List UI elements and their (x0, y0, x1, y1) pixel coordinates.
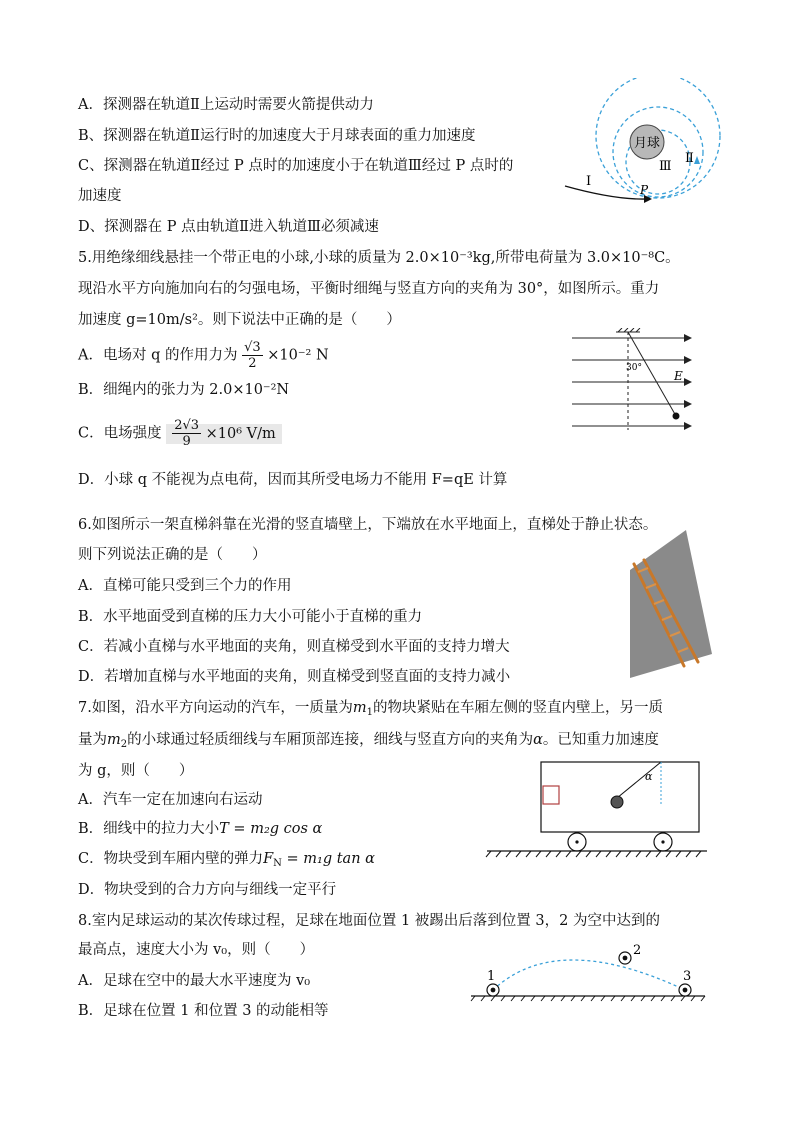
q4-option-a: A．探测器在轨道Ⅱ上运动时需要火箭提供动力 (78, 97, 374, 113)
q8-stem-2: 最高点，速度大小为 v₀，则（ ） (78, 942, 315, 958)
q7-stem-3: 为 g，则（ ） (78, 763, 194, 779)
q5-stem-1: 5.用绝缘细线悬挂一个带正电的小球,小球的质量为 2.0×10⁻³kg,所带电荷量为 3.0×10⁻⁸C。 (78, 250, 680, 266)
q5-option-d: D．小球 q 不能视为点电荷，因而其所受电场力不能用 F=qE 计算 (78, 472, 508, 488)
football-diagram (465, 940, 710, 1006)
q6-stem-1: 6.如图所示一架直梯斜靠在光滑的竖直墙壁上，下端放在水平地面上，直梯处于静止状态。 (78, 517, 658, 533)
q5-stem-2: 现沿水平方向施加向右的匀强电场，平衡时细绳与竖直方向的夹角为 30°，如图所示。重力 (78, 281, 660, 297)
moon-label: 月球 (633, 136, 661, 151)
block-m1 (543, 786, 559, 804)
car-diagram (485, 758, 710, 863)
svg-text:E: E (674, 369, 683, 383)
q7-option-d: D．物块受到的合力方向与细线一定平行 (78, 882, 337, 898)
q4-option-b: B、探测器在轨道Ⅱ运行时的加速度大于月球表面的重力加速度 (78, 128, 476, 144)
orbit-diagram (555, 78, 755, 203)
field-diagram (568, 328, 698, 438)
charged-ball (673, 413, 680, 420)
svg-text:α: α (645, 770, 653, 783)
q7-stem-1: 7.如图，沿水平方向运动的汽车，一质量为$m_1$的物块紧贴在车厢左侧的竖直内壁上，另一质 (78, 700, 663, 718)
q6-option-b: B．水平地面受到直梯的压力大小可能小于直梯的重力 (78, 609, 423, 625)
q7-option-c: C．物块受到车厢内壁的弹力$F_N = m_1g$ tan α (78, 851, 375, 869)
orbit-i (565, 186, 647, 199)
q4-option-c-cont: 加速度 (78, 188, 122, 204)
svg-text:2: 2 (633, 943, 642, 958)
svg-text:30°: 30° (626, 363, 642, 373)
svg-text:Ⅲ: Ⅲ (659, 159, 672, 174)
q4-option-c: C、探测器在轨道Ⅱ经过 P 点时的加速度小于在轨道Ⅲ经过 P 点时的 (78, 158, 514, 174)
q7-option-a: A．汽车一定在加速向右运动 (78, 792, 263, 808)
q8-option-a: A．足球在空中的最大水平速度为 v₀ (78, 973, 311, 989)
wall (630, 530, 712, 678)
svg-text:3: 3 (683, 969, 692, 984)
ladder-diagram (628, 528, 718, 680)
svg-text:P: P (640, 183, 649, 197)
svg-text:Ⅱ: Ⅱ (685, 151, 694, 166)
q6-stem-2: 则下列说法正确的是（ ） (78, 547, 267, 563)
q5-option-a: A．电场对 q 的作用力为 $\frac{√3}{2}$ ×10⁻² N (78, 340, 329, 371)
q8-stem-1: 8.室内足球运动的某次传球过程，足球在地面位置 1 被踢出后落到位置 3，2 为空中达到的 (78, 913, 660, 929)
ball-m2 (611, 796, 623, 808)
q6-option-c: C．若减小直梯与水平地面的夹角，则直梯受到水平面的支持力增大 (78, 639, 510, 655)
q7-option-b: B．细线中的拉力大小T = m₂g cos α (78, 821, 323, 837)
svg-text:1: 1 (487, 969, 496, 984)
q5-option-c: C．电场强度 $\frac{2√3}{9}$ ×10⁶ V/m (78, 418, 282, 449)
q8-option-b: B．足球在位置 1 和位置 3 的动能相等 (78, 1003, 329, 1019)
q7-stem-2: 量为$m_2$的小球通过轻质细线与车厢顶部连接，细线与竖直方向的夹角为α。已知重力加速度 (78, 732, 659, 750)
q5-stem-3: 加速度 g=10m/s²。则下说法中正确的是（ ） (78, 312, 401, 328)
svg-text:Ⅰ: Ⅰ (586, 174, 592, 189)
q5-option-b: B．细绳内的张力为 2.0×10⁻²N (78, 382, 290, 398)
q4-option-d: D、探测器在 P 点由轨道Ⅱ进入轨道Ⅲ必须减速 (78, 219, 379, 235)
q6-option-d: D．若增加直梯与水平地面的夹角，则直梯受到竖直面的支持力减小 (78, 669, 511, 685)
trajectory (493, 960, 685, 990)
q6-option-a: A．直梯可能只受到三个力的作用 (78, 578, 292, 594)
